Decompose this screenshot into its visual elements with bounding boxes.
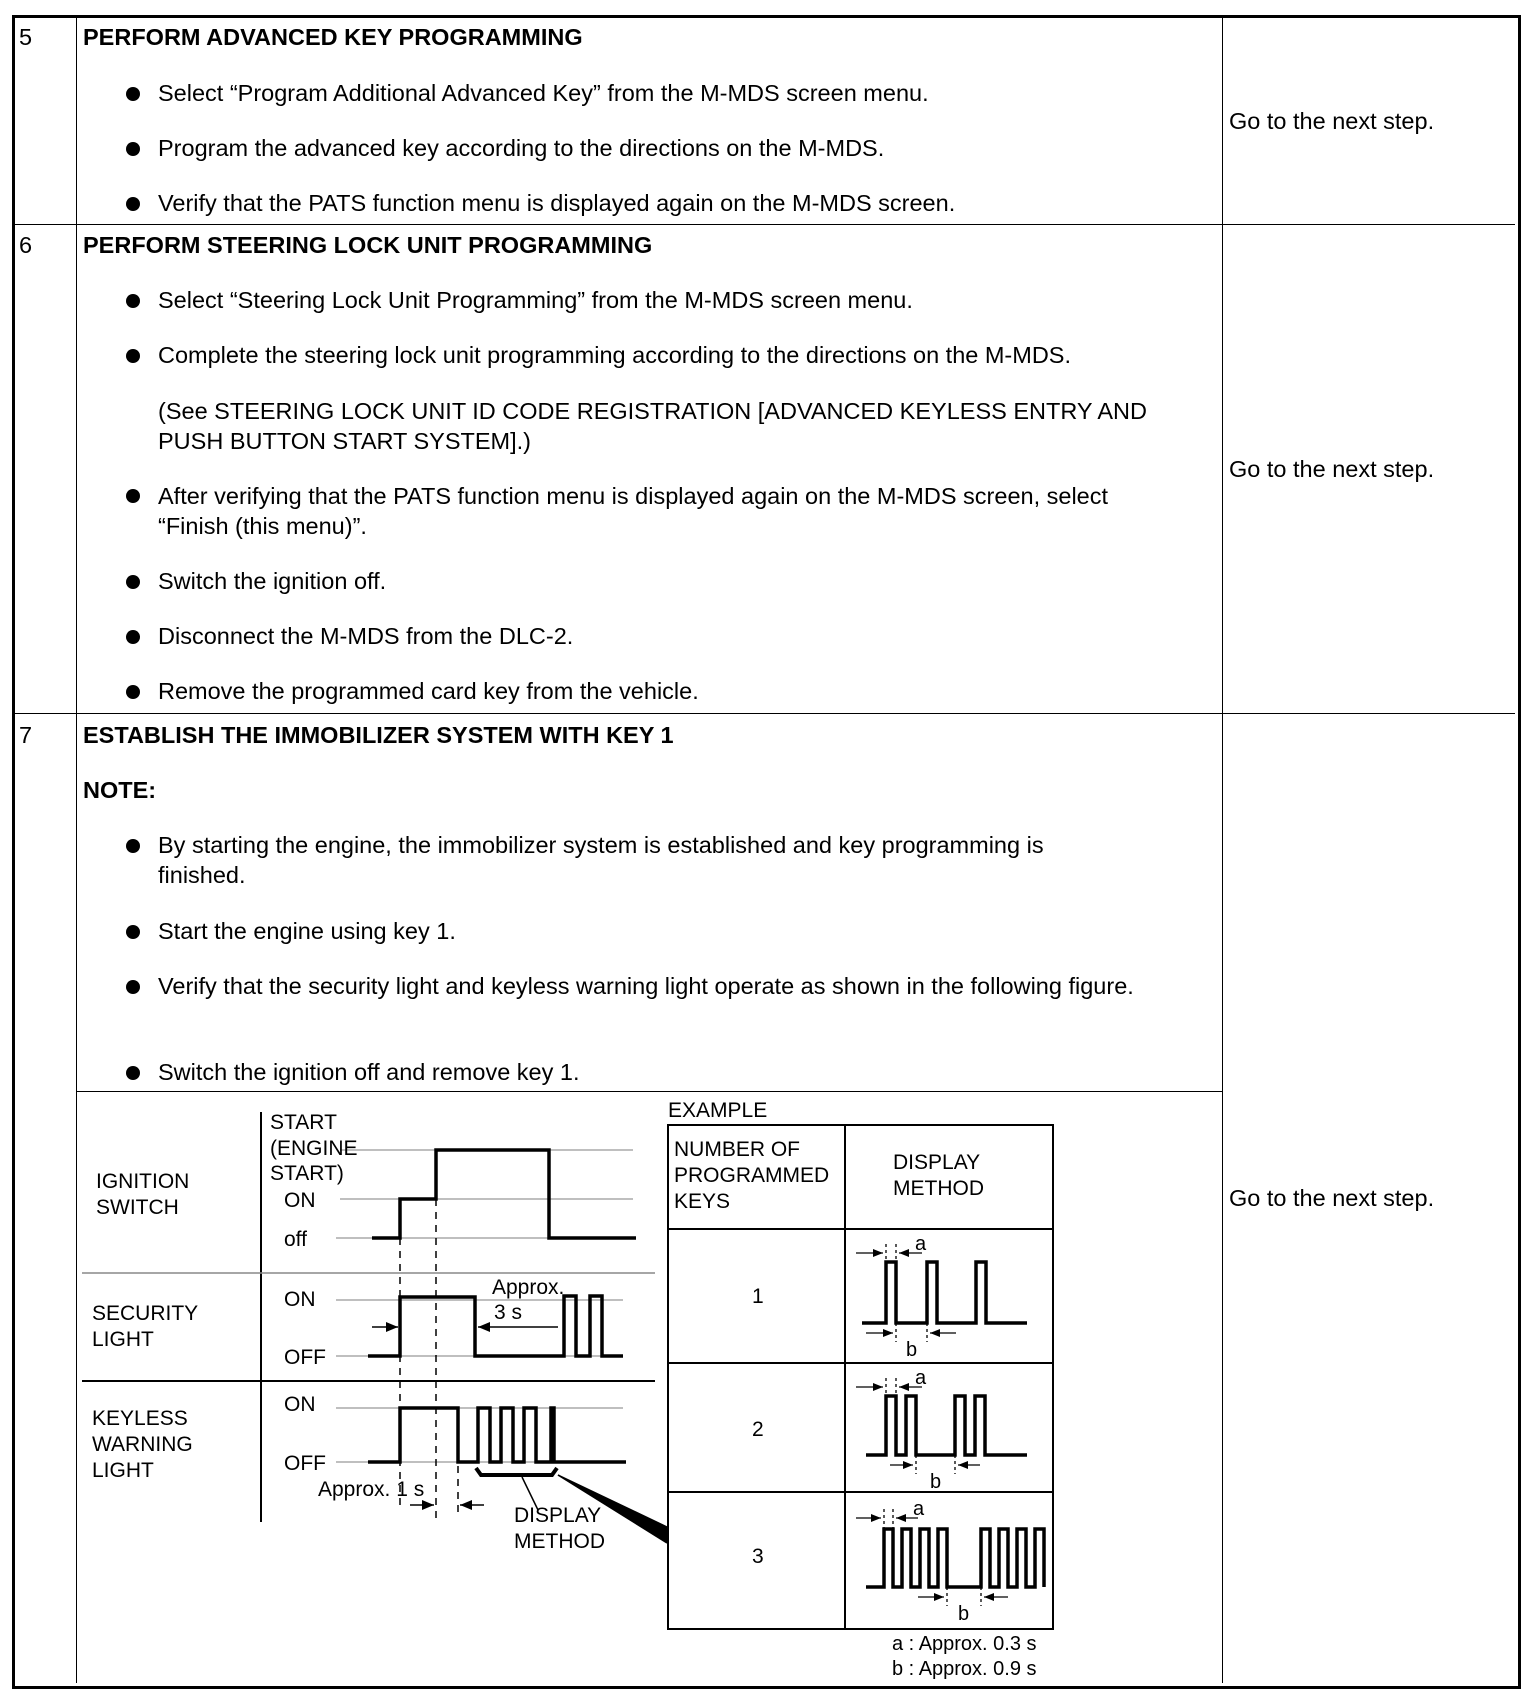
label-keyless: WARNING: [92, 1433, 193, 1456]
step-bullet: Start the engine using key 1.: [158, 918, 456, 944]
table-row-keys: 2: [752, 1418, 764, 1441]
step-action: Go to the next step.: [1229, 1185, 1435, 1211]
step-action: Go to the next step.: [1229, 108, 1435, 134]
dim-label-a: a: [915, 1367, 927, 1389]
table-header-display: METHOD: [893, 1177, 984, 1200]
step-bullet: After verifying that the PATS function menu is displayed again on the M-MDS screen, select “Finish (this menu)”.: [158, 483, 1109, 539]
table-header-keys: NUMBER OF: [674, 1138, 800, 1161]
label-security: SECURITY: [92, 1302, 199, 1325]
label-start: START): [270, 1162, 344, 1185]
step-number: 7: [19, 722, 33, 748]
step-bullet: By starting the engine, the immobilizer system is established and key programming is finished.: [158, 832, 1044, 888]
label-keyless: LIGHT: [92, 1459, 154, 1482]
step-sub-note: (See STEERING LOCK UNIT ID CODE REGISTRATION [ADVANCED KEYLESS ENTRY AND PUSH BUTTON START SYSTEM].): [158, 398, 1147, 454]
step-bullet: Remove the programmed card key from the vehicle.: [158, 678, 699, 704]
table-row-keys: 3: [752, 1545, 764, 1568]
dim-label-a: a: [913, 1498, 925, 1520]
label-ignition: SWITCH: [96, 1196, 179, 1219]
step-title: ESTABLISH THE IMMOBILIZER SYSTEM WITH KEY 1: [83, 722, 674, 748]
dim-label-b: b: [930, 1471, 942, 1493]
step-bullet: Verify that the security light and keyless warning light operate as shown in the following figure.: [158, 973, 1134, 999]
label-off: OFF: [284, 1452, 326, 1475]
label-example: EXAMPLE: [668, 1099, 768, 1122]
legend-a: a : Approx. 0.3 s: [892, 1633, 1037, 1655]
dim-label-b: b: [906, 1339, 918, 1361]
label-start: START: [270, 1111, 337, 1134]
step-bullet: Switch the ignition off and remove key 1.: [158, 1059, 580, 1085]
label-approx-3s: 3 s: [494, 1301, 523, 1324]
step-bullet: Verify that the PATS function menu is displayed again on the M-MDS screen.: [158, 190, 956, 216]
label-on: ON: [284, 1393, 316, 1416]
table-header-display: DISPLAY: [893, 1151, 981, 1174]
label-display-method: METHOD: [514, 1530, 605, 1553]
label-approx-3s: Approx.: [492, 1276, 565, 1299]
step-bullet: Program the advanced key according to the directions on the M-MDS.: [158, 135, 885, 161]
step-bullet: Disconnect the M-MDS from the DLC-2.: [158, 623, 574, 649]
note-label: NOTE:: [83, 777, 157, 803]
step-title: PERFORM STEERING LOCK UNIT PROGRAMMING: [83, 232, 653, 258]
label-start: (ENGINE: [270, 1137, 358, 1160]
step-bullet: Select “Program Additional Advanced Key” from the M-MDS screen menu.: [158, 80, 929, 106]
step-bullet: Switch the ignition off.: [158, 568, 387, 594]
label-off: OFF: [284, 1346, 326, 1369]
step-action: Go to the next step.: [1229, 456, 1435, 482]
table-header-keys: PROGRAMMED: [674, 1164, 830, 1187]
table-header-keys: KEYS: [674, 1190, 731, 1213]
table-row-keys: 1: [752, 1285, 764, 1308]
label-keyless: KEYLESS: [92, 1407, 188, 1430]
dim-label-a: a: [915, 1233, 927, 1255]
step-number: 5: [19, 24, 33, 50]
label-on: ON: [284, 1189, 316, 1212]
step-bullet: Select “Steering Lock Unit Programming” from the M-MDS screen menu.: [158, 287, 913, 313]
label-on: ON: [284, 1288, 316, 1311]
step-title: PERFORM ADVANCED KEY PROGRAMMING: [83, 24, 583, 50]
label-approx-1s: Approx. 1 s: [318, 1478, 425, 1501]
step-bullet: Complete the steering lock unit programming according to the directions on the M-MDS.: [158, 342, 1072, 368]
label-ignition: IGNITION: [96, 1170, 190, 1193]
legend-b: b : Approx. 0.9 s: [892, 1658, 1037, 1680]
label-display-method: DISPLAY: [514, 1504, 602, 1527]
label-off: off: [284, 1228, 307, 1251]
step-number: 6: [19, 232, 33, 258]
label-security: LIGHT: [92, 1328, 154, 1351]
dim-label-b: b: [958, 1603, 970, 1625]
